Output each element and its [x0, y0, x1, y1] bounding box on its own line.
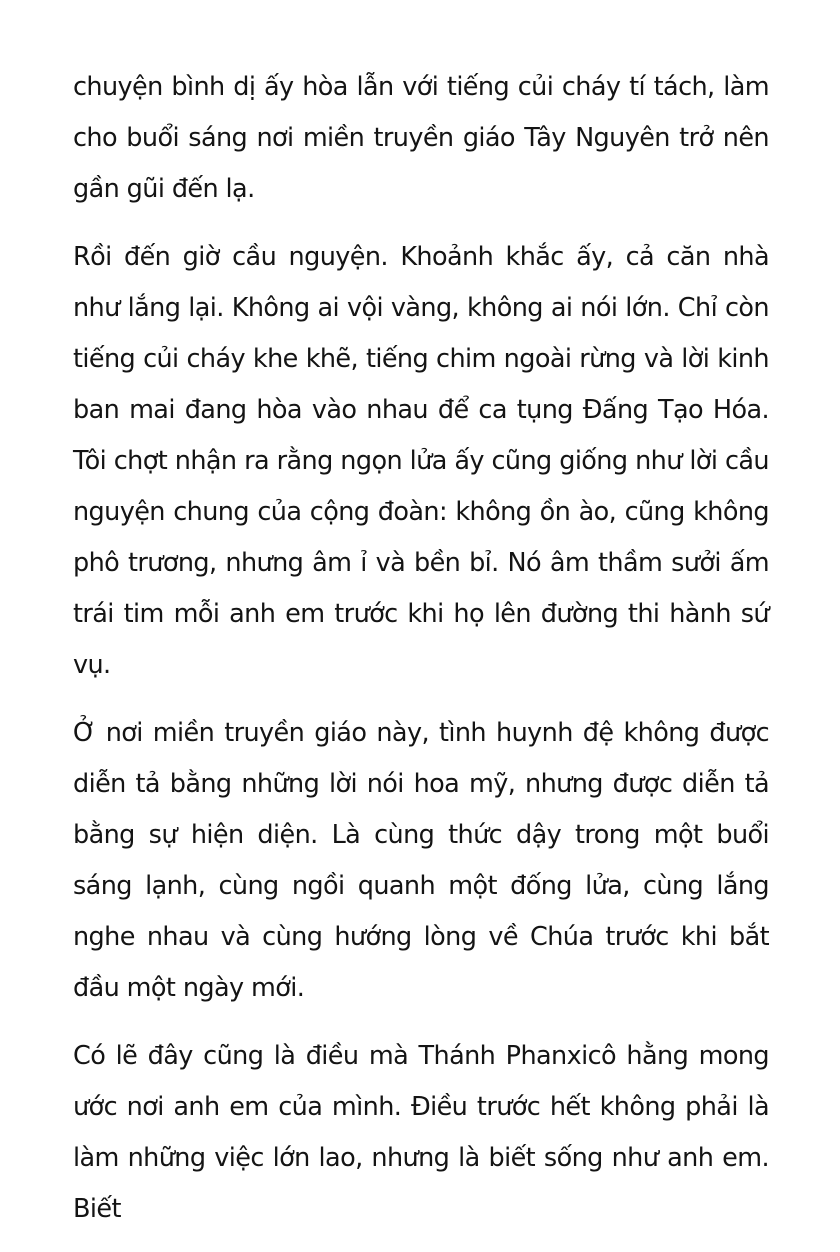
paragraph-2: Rồi đến giờ cầu nguyện. Khoảnh khắc ấy, cả căn nhà như lắng lại. Không ai vội vàng, không ai nói lớn. Chỉ còn tiếng củi cháy khe khẽ, tiếng chim ngoài rừng và lời kinh ban mai đang hòa vào nhau để ca tụng Đấng Tạo Hóa. Tôi chợt nhận ra rằng ngọn lửa ấy cũng giống như lời cầu nguyện chung của cộng đoàn: không ồn ào, cũng không phô trương, nhưng âm ỉ và bền bỉ. Nó âm thầm sưởi ấm trái tim mỗi anh em trước khi họ lên đường thi hành sứ vụ. — [73, 242, 769, 680]
document-body — [73, 62, 769, 1252]
paragraph-3: Ở nơi miền truyền giáo này, tình huynh đệ không được diễn tả bằng những lời nói hoa mỹ, nhưng được diễn tả bằng sự hiện diện. Là cùng thức dậy trong một buổi sáng lạnh, cùng ngồi quanh một đống lửa, cùng lắng nghe nhau và cùng hướng lòng về Chúa trước khi bắt đầu một ngày mới. — [73, 718, 769, 1003]
paragraph-1: chuyện bình dị ấy hòa lẫn với tiếng củi cháy tí tách, làm cho buổi sáng nơi miền truyền giáo Tây Nguyên trở nên gần gũi đến lạ. — [73, 72, 769, 204]
paragraph-4: Có lẽ đây cũng là điều mà Thánh Phanxicô hằng mong ước nơi anh em của mình. Điều trước hết không phải là làm những việc lớn lao, nhưng là biết sống như anh em. Biết — [73, 1041, 769, 1224]
